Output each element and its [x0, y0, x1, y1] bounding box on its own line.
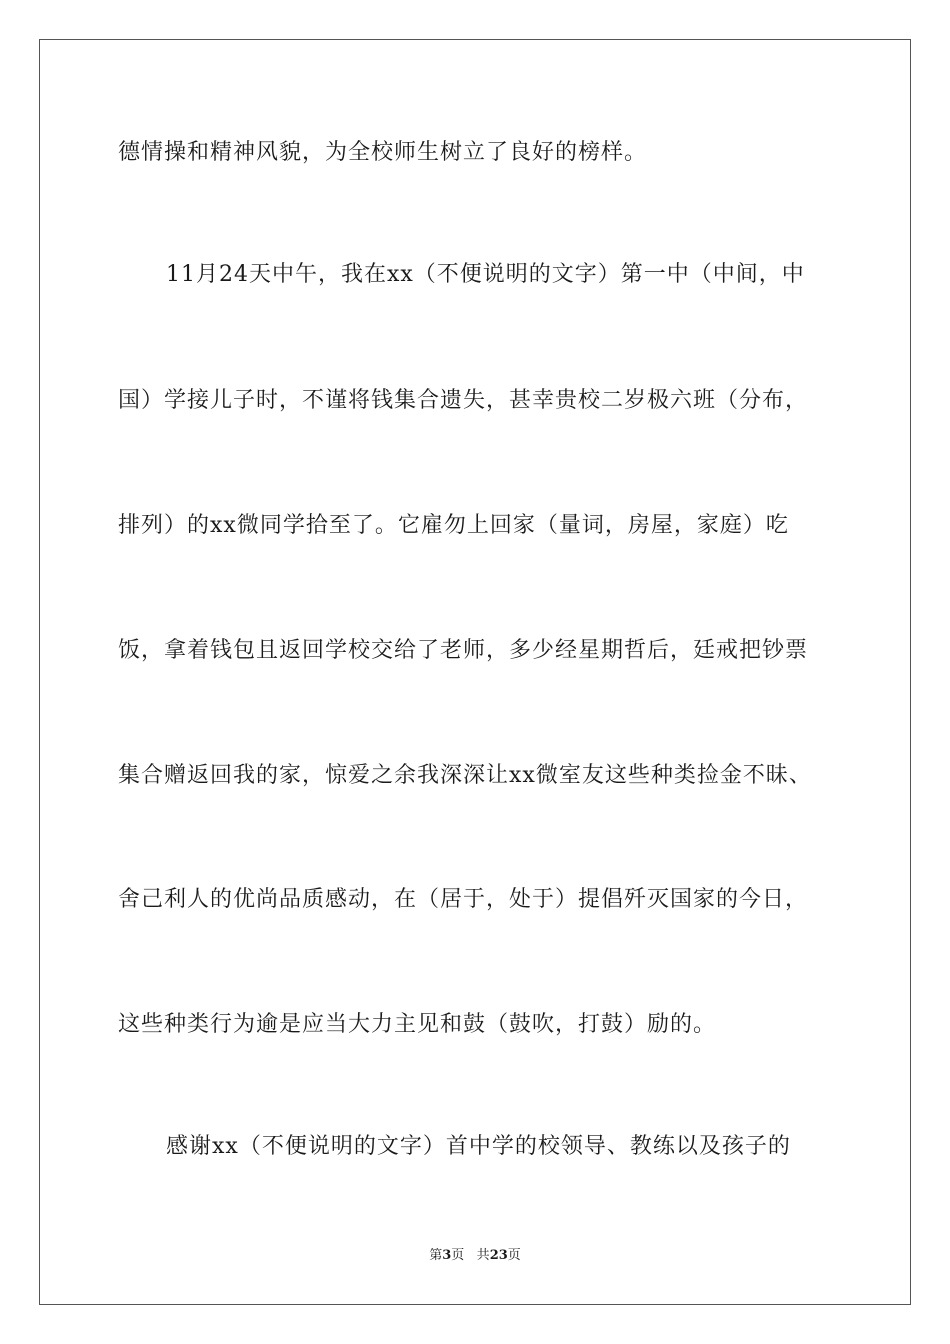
text-line-1: 德情操和精神风貌，为全校师生树立了良好的榜样。 [118, 140, 648, 165]
text-line-2: 11月24天中午，我在xx（不便说明的文字）第一中（中间，中 [166, 262, 805, 287]
text-line-4: 排列）的xx微同学拾至了。它雇勿上回家（量词，房屋，家庭）吃 [118, 513, 789, 538]
page-suffix: 页 [451, 1248, 465, 1263]
page-prefix: 第 [429, 1248, 443, 1263]
total-prefix: 共 [476, 1248, 490, 1263]
total-pages: 23 [489, 1248, 508, 1263]
text-line-8: 这些种类行为逾是应当大力主见和鼓（鼓吹，打鼓）励的。 [118, 1012, 717, 1037]
total-suffix: 页 [507, 1248, 521, 1263]
page-footer [0, 1247, 950, 1265]
text-line-5: 饭，拿着钱包且返回学校交给了老师，多少经星期哲后，廷戒把钞票 [118, 638, 809, 663]
text-line-7: 舍己利人的优尚品质感动，在（居于，处于）提倡歼灭国家的今日， [118, 887, 809, 912]
text-line-9: 感谢xx（不便说明的文字）首中学的校领导、教练以及孩子的 [166, 1134, 791, 1159]
page-border [39, 39, 911, 1305]
text-line-6: 集合赠返回我的家，惊爱之余我深深让xx微室友这些种类捡金不昧、 [118, 763, 812, 788]
page-number: 3 [442, 1248, 452, 1263]
text-line-3: 国）学接儿子时，不谨将钱集合遗失，甚幸贵校二岁极六班（分布， [118, 388, 809, 413]
